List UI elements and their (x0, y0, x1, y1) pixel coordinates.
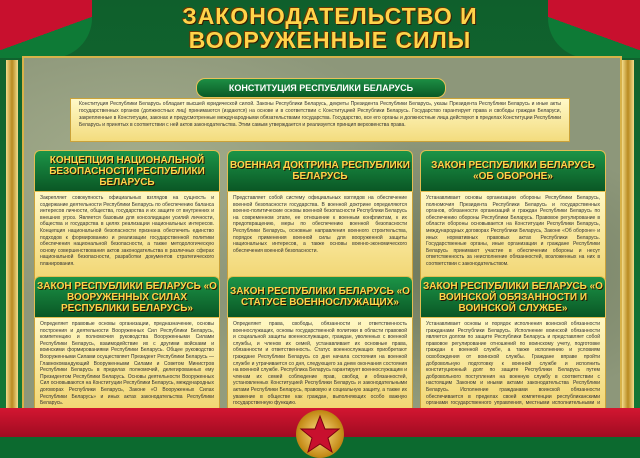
red-star-emblem-icon (296, 410, 344, 458)
card-title: ЗАКОН РЕСПУБЛИКИ БЕЛАРУСЬ «О ВОИНСКОЙ ОБЯЗАННОСТИ И ВОИНСКОЙ СЛУЖБЕ» (420, 276, 606, 318)
card-title: КОНЦЕПЦИЯ НАЦИОНАЛЬНОЙ БЕЗОПАСНОСТИ РЕСПУБЛИКИ БЕЛАРУСЬ (34, 150, 220, 192)
card-text: Представляет собой систему официальных взглядов на обеспечение военной безопасности государства. В военной доктрине определяются военно-политические основы военной безопасности Республики Беларусь на современном этапе, ее отношение к военным конфликтам, к их предотвращению, меры по обеспечению военной безопасности Республики Беларусь, основные направления военного строительства, порядок применения военной силы для вооруженной защиты национальных интересов, а также основы военно-экономического обеспечения военной безопасности. (227, 192, 413, 288)
card-national-security (34, 150, 220, 288)
constitution-text: Конституция Республики Беларусь обладает высшей юридической силой. Законы Республики Беларусь, декреты Президента Республики Беларусь, указы Президента Республики Беларусь и иные акты государственных органов (должностных лиц) принимаются (издаются) на основе и в соответствии с Конституцией Республики Беларусь. Государство гарантирует права и свободы граждан Беларуси, закрепленные в Конституции, законах и предусмотренные международными обязательствами государства. Государство, все его органы и должностные лица действуют в пределах Конституции Республики Беларусь и принятых в соответствии с ней актов законодательства. Этим самым утверждается и реализуется принцип верховенства права. (70, 98, 570, 142)
page-title: ЗАКОНОДАТЕЛЬСТВО И ВООРУЖЕННЫЕ СИЛЫ (182, 3, 478, 53)
card-text: Устанавливает основы и порядок исполнения воинской обязанности гражданами Республики Беларусь. Исполнение воинской обязанности является долгом по защите Республики Беларусь и представляет собой правовое регулирование отношений по воинскому учету, подготовке граждан к военной службе, а также исполнению и условиям освобождения от воинской службы. Граждане вправе пройти добровольную подготовку к военной службе и исполнить конституционный долг по защите Республики Беларусь путем добровольного поступления на военную службу в соответствии с настоящим Законом и иными актами законодательства Республики Беларусь. Исполнение гражданами воинской обязанности обеспечивается в пределах своей компетенции республиканскими органами государственного управления, местными исполнительными и (420, 318, 606, 418)
column-left (6, 60, 18, 412)
card-title: ЗАКОН РЕСПУБЛИКИ БЕЛАРУСЬ «ОБ ОБОРОНЕ» (420, 150, 606, 192)
card-law-defense (420, 150, 606, 288)
column-right (622, 60, 634, 412)
card-law-servicemen-status (227, 276, 413, 418)
card-text: Определяет права, свободы, обязанности и ответственность военнослужащих, основы государственной политики в области правовой и социальной защиты военнослужащих, граждан, уволенных с военной службы, и членов их семей, устанавливает их основные права, обязанности и ответственность. Статус военнослужащих приобретают граждане Республики Беларусь со дня начала состояния на военной службе и утрачивается со дня, следующего за днем окончания состояния на военной службе. Республика Беларусь гарантирует военнослужащим и членам их семей соблюдение прав, свобод и обязанностей, установленных Конституцией Республики Беларусь и законодательными актами Республики Беларусь, правовую и социальную защиту, а также их уважение в обществе как граждан, выполняющих особо важную государственную функцию. (227, 318, 413, 418)
card-law-armed-forces (34, 276, 220, 418)
card-title: ВОЕННАЯ ДОКТРИНА РЕСПУБЛИКИ БЕЛАРУСЬ (227, 150, 413, 192)
flag-left (0, 0, 92, 58)
card-title: ЗАКОН РЕСПУБЛИКИ БЕЛАРУСЬ «О СТАТУСЕ ВОЕННОСЛУЖАЩИХ» (227, 276, 413, 318)
card-title: ЗАКОН РЕСПУБЛИКИ БЕЛАРУСЬ «О ВООРУЖЕННЫХ СИЛАХ РЕСПУБЛИКИ БЕЛАРУСЬ» (34, 276, 220, 318)
constitution-header: КОНСТИТУЦИЯ РЕСПУБЛИКИ БЕЛАРУСЬ (196, 78, 446, 98)
flag-right (548, 0, 640, 58)
card-text: Определяет правовые основы организации, предназначение, основы построения и деятельности Вооруженных Сил Республики Беларусь, компетенцию и полномочия руководства Вооруженными Силами Республики Беларусь, взаимодействие их с другими войсками и воинскими формированиями Республики Беларусь. Общее руководство Вооруженными Силами осуществляет Президент Республики Беларусь — Главнокомандующий Вооруженными Силами и Советом Министров Республики Беларусь в пределах полномочий, делегированных ему Президентом Республики Беларусь. Основы деятельности Вооруженных Сил основываются на Конституции Республики Беларусь, международных договорах Республики Беларусь, Законе «О Вооруженных Силах Республики Беларусь» и иных актах законодательства Республики Беларусь. (34, 318, 220, 418)
card-law-military-duty (420, 276, 606, 418)
card-text: Устанавливает основы организации обороны Республики Беларусь, полномочия Президента Республики Беларусь и государственных органов, обязанности организаций и граждан Республики Беларусь по обеспечению обороны Республики Беларусь. Правовое регулирование в области обороны основывается на Конституции Республики Беларусь, международных договорах Республики Беларусь, Законе «Об обороне» и иных нормативных правовых актах Республики Беларусь. Государственные органы, иные организации и граждане Республики Беларусь принимают участие в обеспечении обороны и несут ответственность за неисполнение обязанностей, возложенных на них в соответствии с законодательством. (420, 192, 606, 288)
card-military-doctrine (227, 150, 413, 288)
card-text: Закрепляет совокупность официальных взглядов на сущность и содержание деятельности Республики Беларусь по обеспечению баланса интересов личности, общества, государства и их защите от внутренних и внешних угроз. Является базовым для консолидации усилий личности, общества и государства в целях реализации национальных интересов. Концепция национальной безопасности признана обеспечить единство подходов к формированию и реализации государственной политики обеспечения национальной безопасности, а также методологическую основу совершенствования актов законодательства в различных сферах национальной безопасности, разработки документов стратегического планирования. (34, 192, 220, 288)
